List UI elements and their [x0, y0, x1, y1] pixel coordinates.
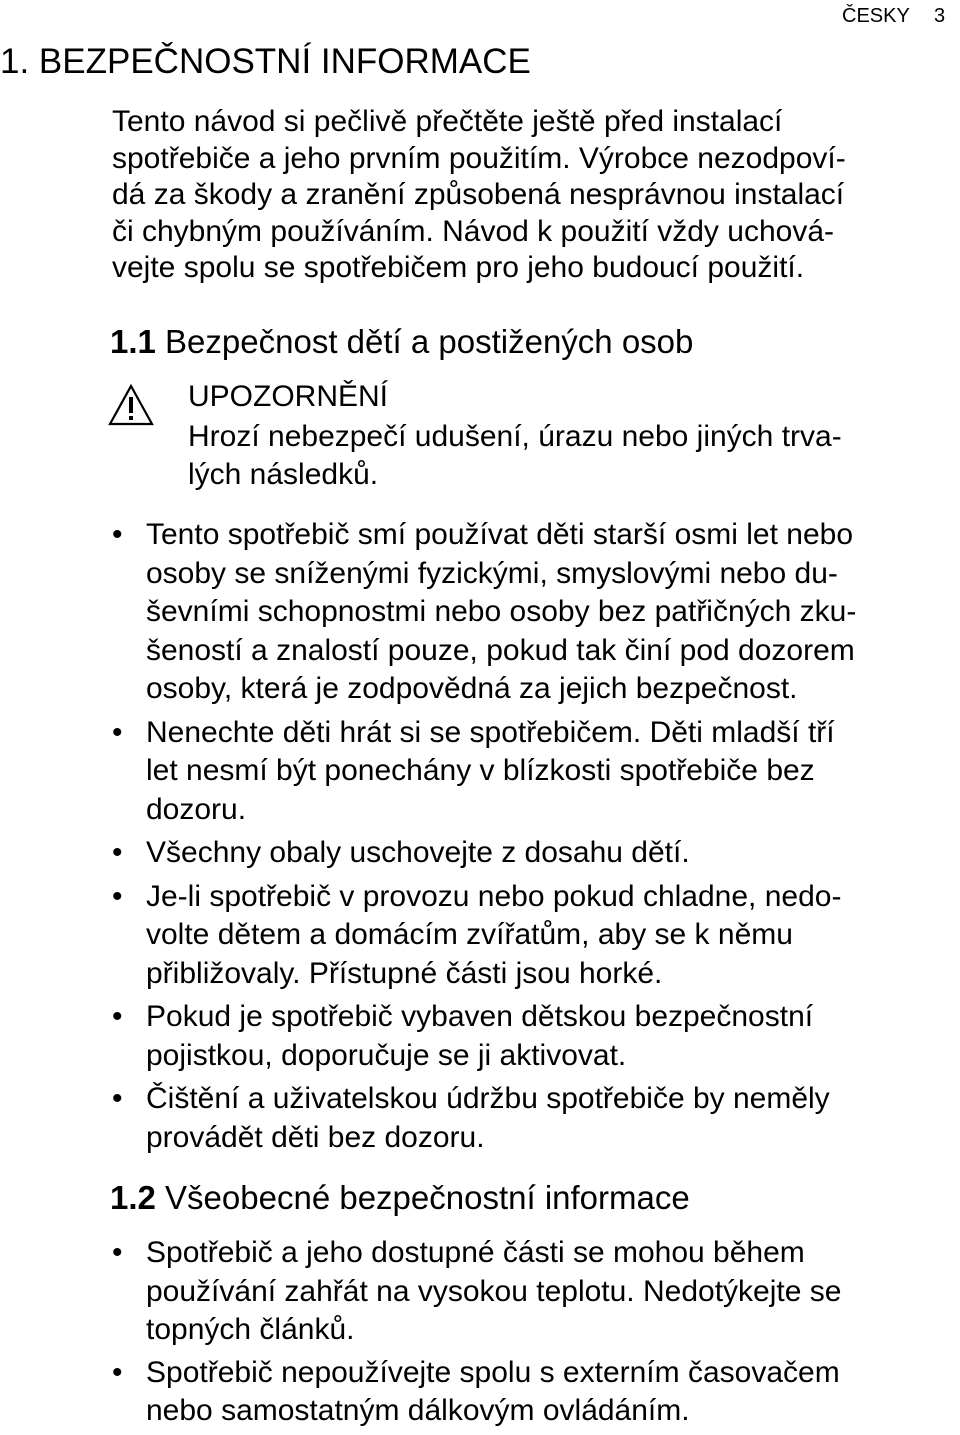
- list-item-line: osoby se sníženými fyzickými, smyslovými nebo du-: [146, 556, 838, 590]
- bullet-icon: •: [112, 1236, 123, 1269]
- bullet-list-1-2: [108, 1234, 958, 1435]
- bullet-icon: •: [112, 715, 123, 749]
- section-number: 1.1: [110, 323, 156, 360]
- list-item: [108, 714, 958, 830]
- list-item-line: používání zahřát na vysokou teplotu. Nedotýkejte se: [146, 1274, 842, 1308]
- section-number: 1.2: [110, 1179, 156, 1216]
- list-item: [108, 1354, 958, 1431]
- list-item: [108, 878, 958, 994]
- list-item-line: topných článků.: [146, 1313, 355, 1346]
- section-heading-1-1: [110, 322, 693, 362]
- list-item-line: nebo samostatným dálkovým ovládáním.: [146, 1394, 690, 1427]
- warning-triangle-icon: [108, 384, 154, 426]
- list-item-line: volte dětem a domácím zvířatům, aby se k němu: [146, 918, 793, 951]
- intro-line: dá za škody a zranění způsobená nesprávnou instalací: [112, 178, 845, 211]
- list-item-line: dozoru.: [146, 792, 247, 826]
- bullet-list-1-1: [108, 516, 958, 1162]
- list-item-line: Je-li spotřebič v provozu nebo pokud chladne, nedo-: [146, 879, 842, 913]
- list-item: [108, 516, 958, 709]
- bullet-icon: •: [112, 1000, 123, 1033]
- bullet-icon: •: [112, 1355, 123, 1389]
- warning-text: [188, 418, 842, 494]
- list-item-line: šeností a znalostí pouze, pokud tak činí pod dozorem: [146, 633, 855, 667]
- list-item-line: přibližovaly. Přístupné části jsou horké.: [146, 956, 663, 990]
- list-item-line: Všechny obaly uschovejte z dosahu dětí.: [146, 836, 690, 869]
- warning-title: UPOZORNĚNÍ: [188, 380, 389, 413]
- list-item-line: Čištění a uživatelskou údržbu spotřebiče by neměly: [146, 1082, 830, 1115]
- bullet-icon: •: [112, 836, 123, 869]
- list-item-line: Tento spotřebič smí používat děti starší osmi let nebo: [146, 518, 854, 551]
- list-item-line: Spotřebič a jeho dostupné části se mohou během: [146, 1236, 805, 1269]
- warning-line: lých následků.: [188, 458, 379, 491]
- chapter-title: 1. BEZPEČNOSTNÍ INFORMACE: [0, 42, 531, 81]
- list-item-line: ševními schopnostmi nebo osoby bez patřičných zku-: [146, 595, 857, 628]
- intro-paragraph: [112, 104, 957, 287]
- list-item: [108, 1080, 958, 1157]
- bullet-icon: •: [112, 879, 123, 913]
- list-item-line: Spotřebič nepoužívejte spolu s externím časovačem: [146, 1355, 840, 1389]
- page-number: 3: [934, 5, 946, 27]
- section-title: Bezpečnost dětí a postižených osob: [165, 323, 694, 360]
- warning-line: Hrozí nebezpečí udušení, úrazu nebo jiných trva-: [188, 420, 842, 453]
- list-item-line: Pokud je spotřebič vybaven dětskou bezpečnostní: [146, 1000, 814, 1033]
- list-item: [108, 1234, 958, 1350]
- intro-line: či chybným používáním. Návod k použití vždy uchová-: [112, 214, 834, 248]
- list-item-line: pojistkou, doporučuje se ji aktivovat.: [146, 1038, 627, 1072]
- list-item-line: Nenechte děti hrát si se spotřebičem. Děti mladší tří: [146, 715, 835, 749]
- header-language: ČESKY: [842, 5, 910, 27]
- intro-line: Tento návod si pečlivě přečtěte ještě před instalací: [112, 105, 783, 138]
- list-item-line: let nesmí být ponechány v blízkosti spotřebiče bez: [146, 754, 815, 787]
- bullet-icon: •: [112, 518, 123, 551]
- intro-line: vejte spolu se spotřebičem pro jeho budoucí použití.: [112, 251, 805, 284]
- list-item: [108, 998, 958, 1075]
- list-item-line: osoby, která je zodpovědná za jejich bezpečnost.: [146, 672, 798, 705]
- section-title: Všeobecné bezpečnostní informace: [165, 1179, 690, 1216]
- intro-line: spotřebiče a jeho prvním použitím. Výrobce nezodpoví-: [112, 141, 846, 175]
- bullet-icon: •: [112, 1082, 123, 1115]
- list-item: [108, 834, 958, 873]
- section-heading-1-2: [110, 1178, 690, 1218]
- list-item-line: provádět děti bez dozoru.: [146, 1120, 485, 1154]
